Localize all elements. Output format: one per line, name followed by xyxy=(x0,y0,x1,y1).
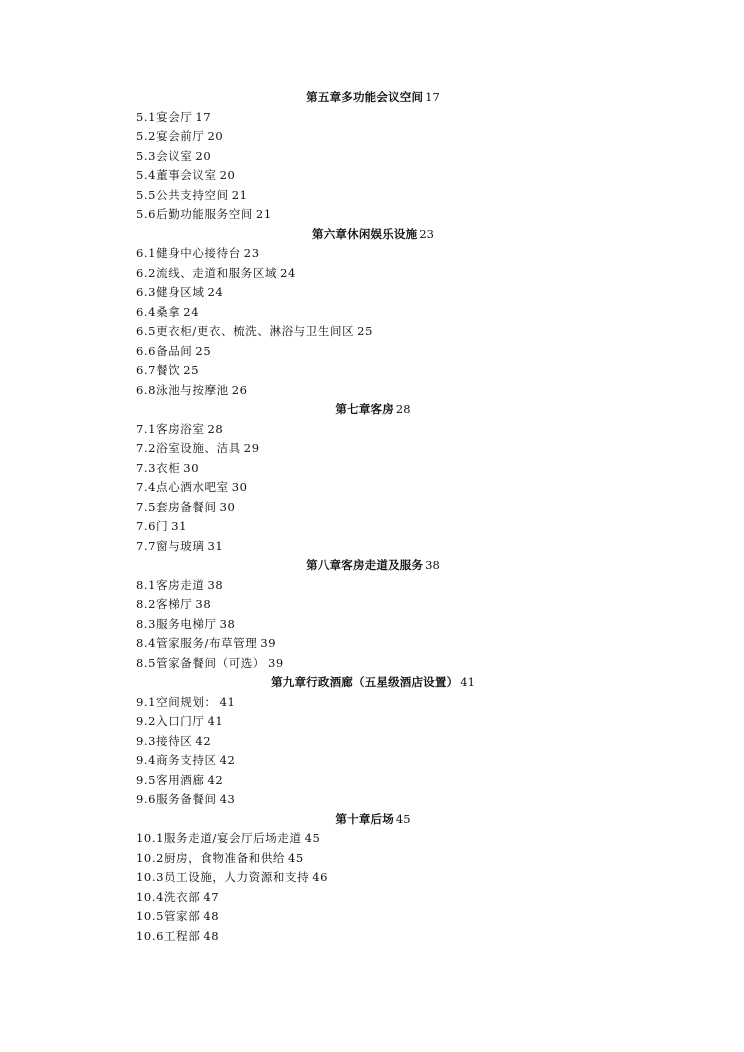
section-title: 客房走道 xyxy=(156,577,205,592)
section-title: 健身中心接待台 xyxy=(156,246,241,260)
section-number: 9.1 xyxy=(136,694,157,709)
table-of-contents xyxy=(136,88,610,946)
section-page-number: 48 xyxy=(203,928,220,943)
section-page-number: 38 xyxy=(219,616,236,631)
section-title: 管家服务/布草管理 xyxy=(156,636,258,650)
toc-entry xyxy=(136,147,610,167)
chapter-page-number: 23 xyxy=(419,226,434,241)
toc-entry xyxy=(136,654,610,674)
section-title: 流线、走道和服务区域 xyxy=(156,265,278,280)
toc-entry xyxy=(136,693,610,713)
section-number: 5.1 xyxy=(136,109,157,124)
toc-entry xyxy=(136,634,610,654)
section-number: 9.3 xyxy=(136,733,157,748)
section-number: 10.1 xyxy=(136,831,165,845)
section-title: 备品间 xyxy=(156,343,193,358)
section-title: 健身区域 xyxy=(156,285,205,299)
section-title: 工程部 xyxy=(164,928,201,943)
section-page-number: 30 xyxy=(183,460,200,475)
section-number: 7.7 xyxy=(136,538,157,553)
chapter-page-number: 45 xyxy=(395,811,411,826)
chapter-title: 第十章后场 xyxy=(335,811,394,826)
section-number: 10.5 xyxy=(136,909,165,923)
section-number: 10.6 xyxy=(136,928,165,943)
section-title: 衣柜 xyxy=(156,460,181,475)
section-page-number: 39 xyxy=(268,655,284,670)
toc-entry xyxy=(136,264,610,284)
section-title: 点心酒水吧室 xyxy=(156,480,229,494)
section-number: 8.3 xyxy=(136,616,157,631)
toc-entry xyxy=(136,927,610,947)
section-page-number: 29 xyxy=(243,441,260,455)
chapter-title: 第五章多功能会议空间 xyxy=(306,90,424,104)
chapter-page-number: 38 xyxy=(425,558,440,572)
section-title: 空间规划： xyxy=(156,694,217,709)
toc-entry xyxy=(136,771,610,791)
section-number: 6.5 xyxy=(136,324,157,338)
section-page-number: 20 xyxy=(195,148,212,163)
section-number: 8.4 xyxy=(136,636,157,650)
toc-entry xyxy=(136,517,610,537)
section-page-number: 21 xyxy=(255,207,272,221)
section-title: 客房浴室 xyxy=(156,421,205,436)
section-title: 客用酒廊 xyxy=(156,772,205,787)
section-title: 公共支持空间 xyxy=(156,187,229,202)
section-number: 8.1 xyxy=(136,577,157,592)
section-page-number: 21 xyxy=(231,187,248,202)
section-page-number: 42 xyxy=(207,772,224,787)
section-page-number: 42 xyxy=(219,753,236,767)
section-page-number: 25 xyxy=(357,324,374,338)
section-page-number: 25 xyxy=(195,343,212,358)
section-title: 服务走道/宴会厅后场走道 xyxy=(164,831,302,845)
section-title: 洗衣部 xyxy=(164,889,201,904)
toc-entry xyxy=(136,127,610,147)
section-page-number: 39 xyxy=(260,636,277,650)
section-number: 7.1 xyxy=(136,421,157,436)
chapter-heading xyxy=(136,225,610,245)
toc-entry xyxy=(136,849,610,869)
chapter-page-number: 41 xyxy=(460,675,475,689)
chapter-title: 第八章客房走道及服务 xyxy=(306,558,424,572)
section-page-number: 17 xyxy=(195,109,212,124)
section-number: 6.7 xyxy=(136,363,157,377)
toc-entry xyxy=(136,420,610,440)
toc-entry xyxy=(136,186,610,206)
section-title: 餐饮 xyxy=(156,363,181,377)
section-number: 7.3 xyxy=(136,460,157,475)
section-number: 5.6 xyxy=(136,207,157,221)
section-title: 窗与玻璃 xyxy=(156,538,205,553)
toc-entry xyxy=(136,498,610,518)
section-number: 6.6 xyxy=(136,343,157,358)
section-page-number: 26 xyxy=(231,382,248,397)
toc-entry xyxy=(136,361,610,381)
chapter-heading xyxy=(136,88,610,108)
section-number: 5.4 xyxy=(136,168,157,182)
section-page-number: 23 xyxy=(243,246,260,260)
toc-entry xyxy=(136,868,610,888)
section-number: 5.5 xyxy=(136,187,157,202)
section-page-number: 31 xyxy=(207,538,224,553)
section-page-number: 43 xyxy=(219,792,236,806)
section-number: 5.2 xyxy=(136,129,157,143)
section-page-number: 30 xyxy=(231,480,248,494)
toc-entry xyxy=(136,907,610,927)
toc-entry xyxy=(136,381,610,401)
toc-entry xyxy=(136,732,610,752)
section-page-number: 45 xyxy=(304,831,321,845)
section-number: 9.6 xyxy=(136,792,157,806)
section-title: 董事会议室 xyxy=(156,168,217,182)
toc-entry xyxy=(136,342,610,362)
toc-entry xyxy=(136,751,610,771)
section-title: 后勤功能服务空间 xyxy=(156,207,253,221)
toc-entry xyxy=(136,888,610,908)
section-page-number: 28 xyxy=(207,421,224,436)
section-number: 8.2 xyxy=(136,597,157,611)
section-title: 管家部 xyxy=(164,909,201,923)
toc-entry xyxy=(136,576,610,596)
section-number: 6.1 xyxy=(136,246,157,260)
section-title: 员工设施，人力资源和支持 xyxy=(164,870,310,884)
section-page-number: 46 xyxy=(312,870,329,884)
chapter-heading xyxy=(136,556,610,576)
section-title: 服务电梯厅 xyxy=(156,616,217,631)
section-number: 7.6 xyxy=(136,519,157,533)
section-page-number: 31 xyxy=(171,519,188,533)
toc-entry xyxy=(136,478,610,498)
section-page-number: 47 xyxy=(203,889,220,904)
section-page-number: 24 xyxy=(280,265,296,280)
toc-entry xyxy=(136,790,610,810)
section-page-number: 45 xyxy=(288,850,304,865)
toc-entry xyxy=(136,244,610,264)
section-title: 套房备餐间 xyxy=(156,499,217,514)
section-page-number: 24 xyxy=(183,304,200,319)
section-page-number: 30 xyxy=(219,499,236,514)
section-page-number: 41 xyxy=(207,714,224,728)
section-title: 更衣柜/更衣、梳洗、淋浴与卫生间区 xyxy=(156,324,355,338)
section-title: 服务备餐间 xyxy=(156,792,217,806)
section-title: 桑拿 xyxy=(156,304,181,319)
section-number: 7.2 xyxy=(136,441,157,455)
section-number: 7.4 xyxy=(136,480,157,494)
section-title: 浴室设施、洁具 xyxy=(156,441,241,455)
section-page-number: 48 xyxy=(203,909,220,923)
section-number: 9.4 xyxy=(136,753,157,767)
toc-entry xyxy=(136,166,610,186)
section-number: 6.4 xyxy=(136,304,157,319)
section-number: 7.5 xyxy=(136,499,157,514)
section-title: 入口门厅 xyxy=(156,714,205,728)
section-title: 宴会前厅 xyxy=(156,129,205,143)
toc-entry xyxy=(136,615,610,635)
section-title: 接待区 xyxy=(156,733,193,748)
section-page-number: 41 xyxy=(219,694,236,709)
section-title: 会议室 xyxy=(156,148,193,163)
section-number: 10.3 xyxy=(136,870,165,884)
section-number: 8.5 xyxy=(136,655,157,670)
toc-entry xyxy=(136,322,610,342)
section-number: 9.2 xyxy=(136,714,157,728)
toc-entry xyxy=(136,439,610,459)
section-number: 9.5 xyxy=(136,772,157,787)
toc-entry xyxy=(136,283,610,303)
section-number: 10.2 xyxy=(136,850,165,865)
section-page-number: 42 xyxy=(195,733,212,748)
section-title: 泳池与按摩池 xyxy=(156,382,229,397)
toc-entry xyxy=(136,108,610,128)
section-page-number: 38 xyxy=(195,597,212,611)
toc-entry xyxy=(136,712,610,732)
chapter-page-number: 28 xyxy=(395,402,411,416)
chapter-title: 第六章休闲娱乐设施 xyxy=(312,226,418,241)
section-page-number: 20 xyxy=(207,129,224,143)
section-number: 5.3 xyxy=(136,148,157,163)
chapter-heading xyxy=(136,400,610,420)
chapter-heading xyxy=(136,673,610,693)
section-page-number: 24 xyxy=(207,285,224,299)
toc-entry xyxy=(136,459,610,479)
section-page-number: 25 xyxy=(183,363,200,377)
toc-entry xyxy=(136,829,610,849)
chapter-title: 第九章行政酒廊（五星级酒店设置） xyxy=(271,675,459,689)
section-title: 客梯厅 xyxy=(156,597,193,611)
section-number: 6.8 xyxy=(136,382,157,397)
chapter-page-number: 17 xyxy=(425,90,440,104)
section-title: 管家备餐间（可选） xyxy=(156,655,265,670)
section-title: 门 xyxy=(156,519,169,533)
section-title: 商务支持区 xyxy=(156,753,217,767)
toc-entry xyxy=(136,303,610,323)
section-page-number: 20 xyxy=(219,168,236,182)
section-title: 宴会厅 xyxy=(156,109,193,124)
section-number: 6.2 xyxy=(136,265,157,280)
toc-entry xyxy=(136,595,610,615)
chapter-heading xyxy=(136,810,610,830)
toc-entry xyxy=(136,205,610,225)
toc-entry xyxy=(136,537,610,557)
section-number: 10.4 xyxy=(136,889,165,904)
section-title: 厨房，食物准备和供给 xyxy=(164,850,286,865)
chapter-title: 第七章客房 xyxy=(335,402,394,416)
section-number: 6.3 xyxy=(136,285,157,299)
section-page-number: 38 xyxy=(207,577,224,592)
